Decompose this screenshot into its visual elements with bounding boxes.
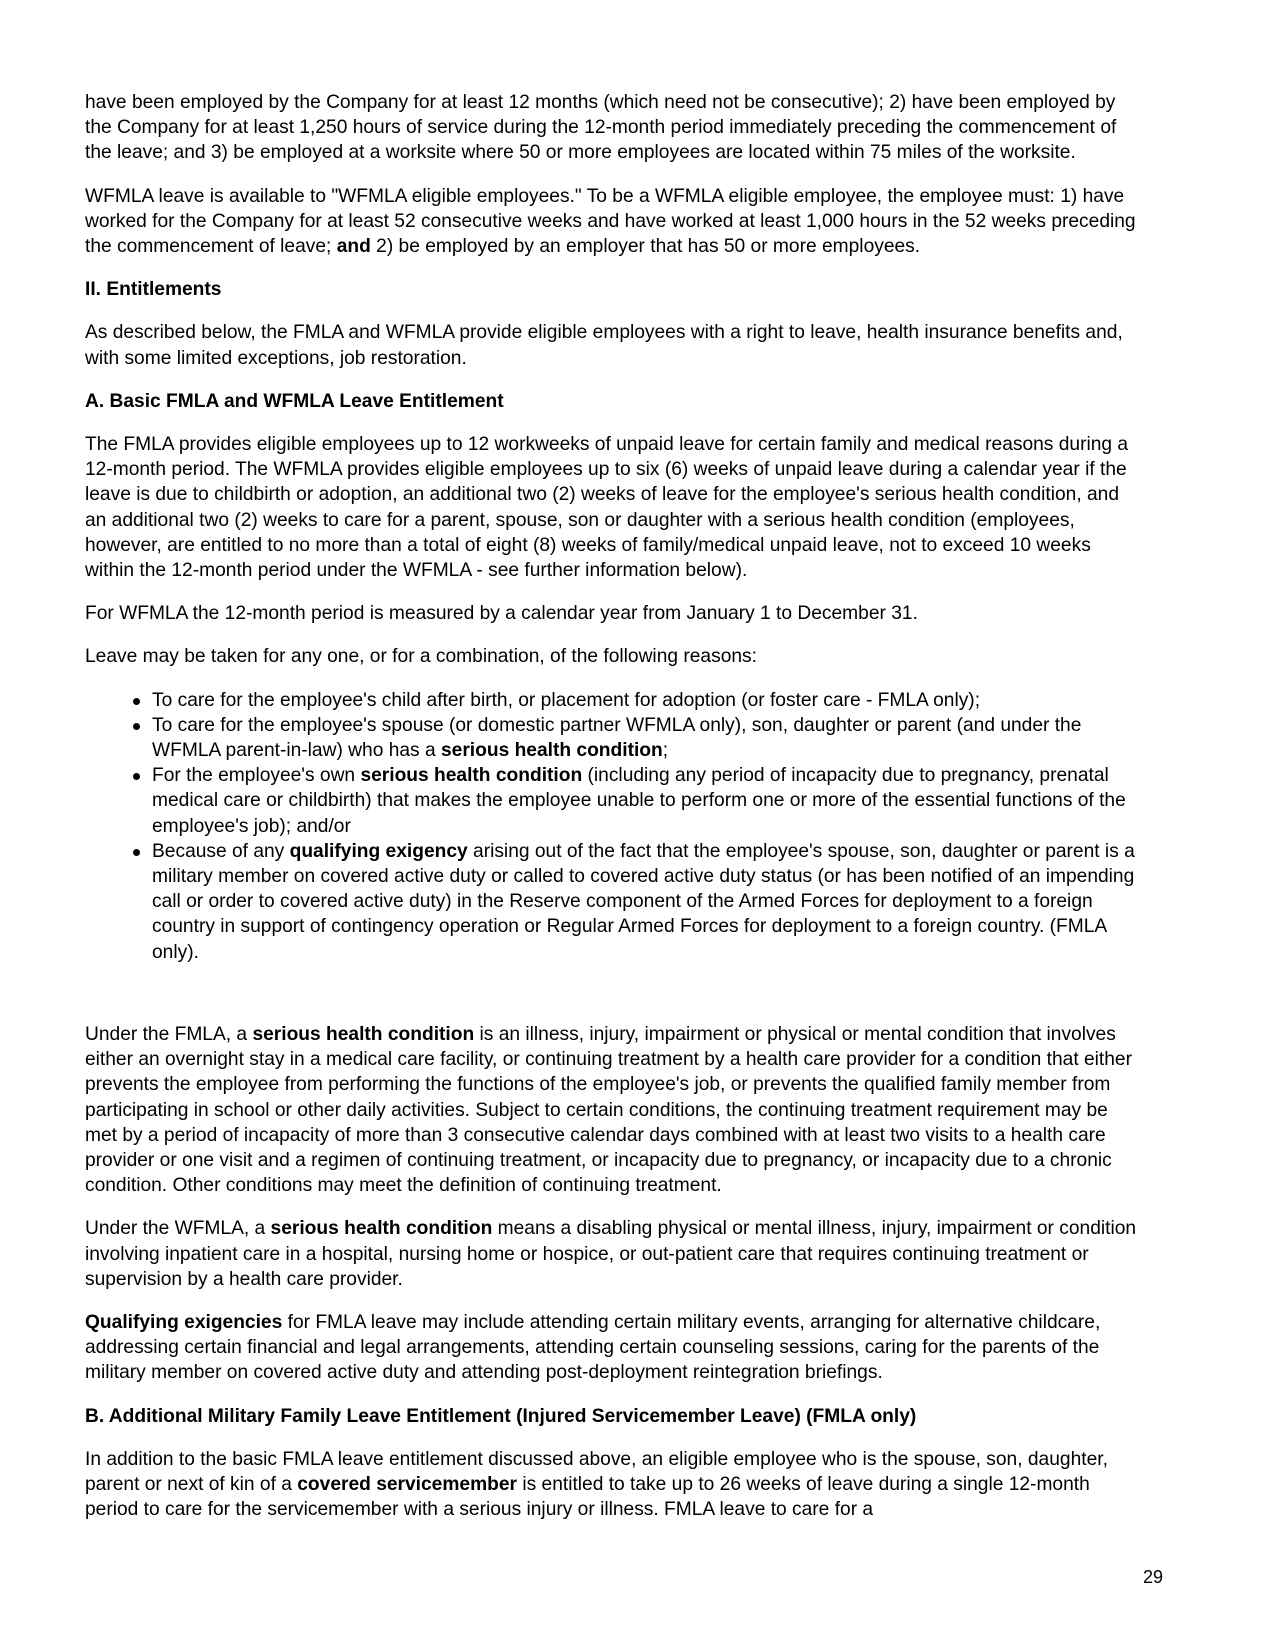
body-text: Because of any <box>152 840 290 862</box>
paragraph-entitlements-intro <box>85 320 1140 370</box>
paragraph-basic-entitlement-detail <box>85 432 1140 583</box>
body-text: ; <box>662 740 669 762</box>
body-text: In addition to the basic FMLA leave entitlement discussed above, an eligible employee who is the spouse, son, daughter, parent or next of kin of a <box>85 1448 1108 1495</box>
emphasis-text: serious health condition <box>252 1023 475 1045</box>
body-text: For WFMLA the 12-month period is measured by a calendar year from January 1 to December 31. <box>85 603 918 625</box>
body-text: For the employee's own <box>152 765 361 787</box>
emphasis-text: II. Entitlements <box>85 279 222 301</box>
page-number: 29 <box>1142 1567 1163 1587</box>
paragraph-leave-reasons-lead-in <box>85 644 1140 669</box>
body-text: for FMLA leave may include attending certain military events, arranging for alternative childcare, addressing certain financial and legal arrangements, attending certain counseling sessions, caring for the parents of the military member on covered active duty and attending post-deployment reintegration briefings. <box>85 1311 1101 1384</box>
body-text: have been employed by the Company for at least 12 months (which need not be consecutive); 2) have been employed by the Company for at least 1,250 hours of service during the 12-month period immediately preceding the commencement of the leave; and 3) be employed at a worksite where 50 or more employees are located within 75 miles of the worksite. <box>85 92 1117 164</box>
paragraph-wfmla-12-month-period <box>85 601 1140 626</box>
body-text: Leave may be taken for any one, or for a combination, of the following reasons: <box>85 646 757 668</box>
paragraph-wfmla-serious-health-condition-definition <box>85 1216 1140 1292</box>
body-text: Under the WFMLA, a <box>85 1218 271 1240</box>
list-leave-reasons <box>85 688 1140 965</box>
list-item-child-birth-adoption <box>85 688 1140 713</box>
subheading-b-military-family-leave <box>85 1404 1140 1429</box>
paragraph-qualifying-exigencies-definition <box>85 1310 1140 1386</box>
emphasis-text: A. Basic FMLA and WFMLA Leave Entitlement <box>85 390 504 412</box>
emphasis-text: serious health condition <box>440 740 663 762</box>
body-text: is entitled to take up to 26 weeks of leave during a single 12-month period to care for the servicemember with a serious injury or illness. FMLA leave to care for a <box>85 1473 1090 1521</box>
emphasis-text: and <box>336 236 371 258</box>
emphasis-text: covered servicemember <box>297 1473 517 1495</box>
subheading-a-basic-leave-entitlement <box>85 389 1140 414</box>
body-text: As described below, the FMLA and WFMLA provide eligible employees with a right to leave, health insurance benefits and, with some limited exceptions, job restoration. <box>85 322 1123 369</box>
body-text: (including any period of incapacity due to pregnancy, prenatal medical care or childbirth) that makes the employee unable to perform one or more of the essential functions of the employee's job); and/or <box>152 765 1126 837</box>
paragraph-injured-servicemember-leave <box>85 1447 1140 1523</box>
body-text: To care for the employee's child after birth, or placement for adoption (or foster care - FMLA only); <box>152 689 981 711</box>
emphasis-text: serious health condition <box>270 1218 493 1240</box>
emphasis-text: Qualifying exigencies <box>85 1311 283 1333</box>
body-text: is an illness, injury, impairment or physical or mental condition that involves either an overnight stay in a medical care facility, or continuing treatment by a health care provider for a condition that either prevents the employee from performing the functions of the employee's job, or prevents the qualified family member from participating in school or other daily activities. Subject to certain conditions, the continuing treatment requirement may be met by a period of incapacity of more than 3 consecutive calendar days combined with at least two visits to a health care provider or one visit and a regimen of continuing treatment, or incapacity due to pregnancy, or incapacity due to a chronic condition. Other conditions may meet the definition of continuing treatment. <box>85 1023 1132 1197</box>
paragraph-wfmla-eligibility <box>85 184 1140 260</box>
body-text: Under the FMLA, a <box>85 1023 253 1045</box>
emphasis-text: serious health condition <box>360 765 583 787</box>
body-text: 2) be employed by an employer that has 50 or more employees. <box>370 236 921 258</box>
body-text: The FMLA provides eligible employees up to 12 workweeks of unpaid leave for certain family and medical reasons during a 12-month period. The WFMLA provides eligible employees up to six (6) weeks of unpaid leave during a calendar year if the leave is due to childbirth or adoption, an additional two (2) weeks of leave for the employee's serious health condition, and an additional two (2) weeks to care for a parent, spouse, son or daughter with a serious health condition (employees, however, are entitled to no more than a total of eight (8) weeks of family/medical unpaid leave, not to exceed 10 weeks within the 12-month period under the WFMLA - see further information below). <box>85 434 1129 582</box>
paragraph-fmla-serious-health-condition-definition <box>85 1022 1140 1198</box>
body-text: means a disabling physical or mental illness, injury, impairment or condition involving inpatient care in a hospital, nursing home or hospice, or out-patient care that requires continuing treatment or supervision by a health care provider. <box>85 1218 1137 1290</box>
list-item-family-member-condition <box>85 713 1140 763</box>
emphasis-text: B. Additional Military Family Leave Entitlement (Injured Servicemember Leave) (FMLA only) <box>85 1405 917 1427</box>
list-item-own-serious-health-condition <box>85 763 1140 839</box>
document-body <box>85 90 1140 1522</box>
body-text: arising out of the fact that the employee's spouse, son, daughter or parent is a military member on covered active duty or called to covered active duty status (or has been notified of an impending call or order to covered active duty) in the Reserve component of the Armed Forces for deployment to a foreign country in support of contingency operation or Regular Armed Forces for deployment to a foreign country. (FMLA only). <box>152 840 1135 963</box>
body-text: WFMLA leave is available to "WFMLA eligible employees." To be a WFMLA eligible employee, the employee must: 1) have worked for the Company for at least 52 consecutive weeks and have worked at least 1,000 hours in the 52 weeks preceding the commencement of leave; <box>85 185 1136 258</box>
body-text: To care for the employee's spouse (or domestic partner WFMLA only), son, daughter or parent (and under the WFMLA parent-in-law) who has a <box>152 714 1082 762</box>
emphasis-text: qualifying exigency <box>289 840 468 862</box>
spacer-after-bullets <box>85 965 1140 1022</box>
list-item-qualifying-exigency <box>85 839 1140 965</box>
paragraph-fmla-eligibility-continued <box>85 90 1140 166</box>
heading-ii-entitlements <box>85 277 1140 302</box>
